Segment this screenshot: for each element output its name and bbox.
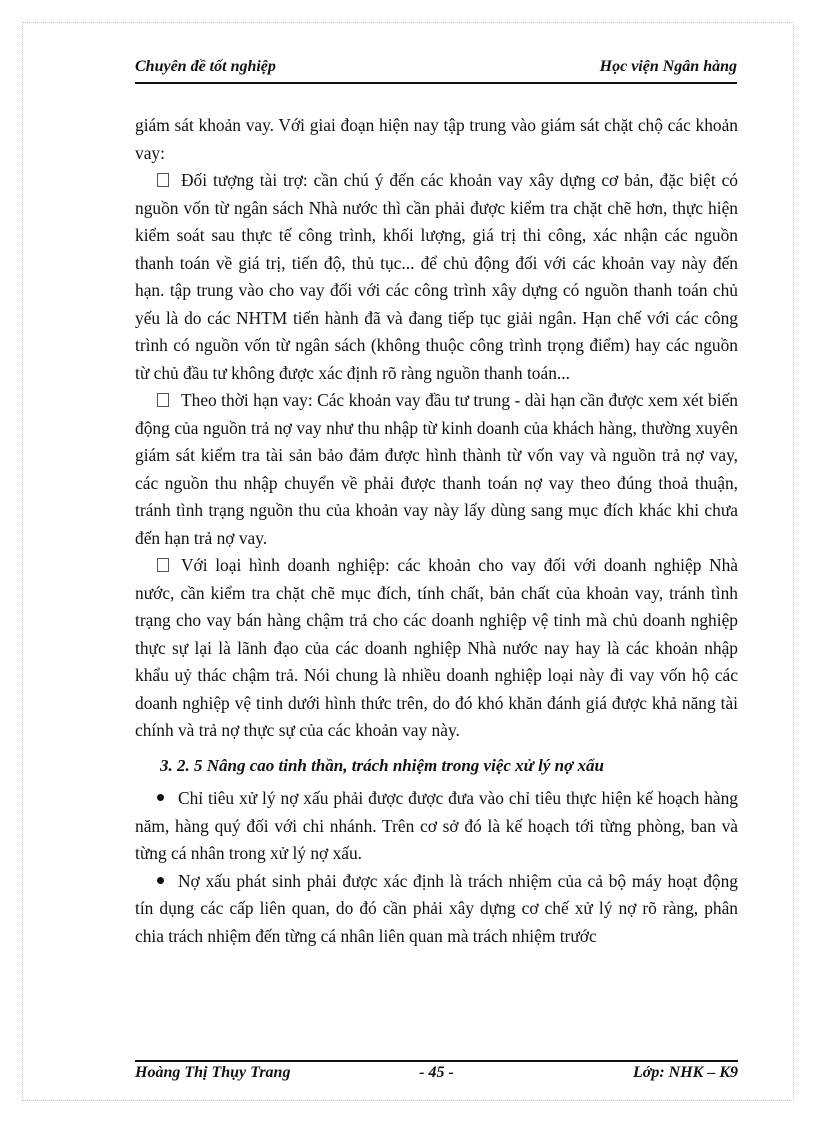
page-header (135, 58, 737, 76)
paragraph-text: Nợ xấu phát sinh phải được xác định là trách nhiệm của cả bộ máy hoạt động tín dụng các cấp liên quan, do đó cần phải xây dựng cơ chế xử lý nợ rõ ràng, phân chia trách nhiệm đến từng cá nhân liên quan mà trách nhiệm trước (135, 870, 738, 946)
paragraph-financing-object (135, 167, 738, 387)
paragraph-enterprise-type (135, 552, 738, 745)
footer-author: Hoàng Thị Thụy Trang (135, 1064, 291, 1081)
document-body (135, 112, 738, 950)
checkbox-bullet-icon (157, 173, 169, 187)
paragraph-text: Theo thời hạn vay: Các khoản vay đầu tư trung - dài hạn cần được xem xét biến động của nguồn trả nợ vay như thu nhập từ kinh doanh của khách hàng, thường xuyên giám sát kiểm tra tài sản bảo đảm được hình thành từ vốn vay và nguồn trả nợ vay, các nguồn thu nhập chuyển về phải được thanh toán nợ vay theo đúng thoả thuận, tránh tình trạng nguồn thu của khoản vay này lấy dùng sang mục đích khác khi chưa đến hạn trả nợ vay. (135, 390, 738, 548)
checkbox-bullet-icon (157, 393, 169, 407)
intro-paragraph: giám sát khoản vay. Với giai đoạn hiện nay tập trung vào giám sát chặt chộ các khoản vay: (135, 115, 738, 163)
page-number: - 45 - (419, 1064, 454, 1081)
header-right-title: Học viện Ngân hàng (599, 58, 737, 75)
paragraph-bad-debt-target (135, 785, 738, 868)
bullet-dot-icon (157, 794, 164, 801)
section-heading: 3. 2. 5 Nâng cao tinh thần, trách nhiệm trong việc xử lý nợ xấu (160, 755, 604, 775)
footer-class: Lớp: NHK – K9 (632, 1064, 738, 1081)
paragraph-text: Đối tượng tài trợ: cần chú ý đến các khoản vay xây dựng cơ bản, đặc biệt có nguồn vốn từ ngân sách Nhà nước thì cần phải được kiểm tra chặt chẽ hơn, thực hiện kiểm soát sau thực tế công trình, khối lượng, giá trị thi công, xác nhận các nguồn thanh toán về giá trị, tiến độ, thủ tục... để chủ động đối với các khoản vay này đến hạn. tập trung vào cho vay đối với các công trình xây dựng có nguồn thanh toán chủ yếu là do các NHTM tiến hành đã và đang tiếp tục giải ngân. Hạn chế với các công trình có nguồn vốn từ ngân sách (không thuộc công trình trọng điểm) hay các nguồn từ chủ đầu tư không được xác định rõ ràng nguồn thanh toán... (135, 170, 738, 383)
bullet-dot-icon (157, 877, 164, 884)
header-left-title: Chuyên đề tốt nghiệp (135, 58, 276, 75)
header-rule (135, 82, 737, 84)
paragraph-text: Chỉ tiêu xử lý nợ xấu phải được được đưa vào chỉ tiêu thực hiện kế hoạch hàng năm, hàng quý đối với chi nhánh. Trên cơ sở đó là kế hoạch tới từng phòng, ban và từng cá nhân trong xử lý nợ xấu. (135, 788, 738, 863)
paragraph-loan-term (135, 387, 738, 552)
paragraph-text: Với loại hình doanh nghiệp: các khoản cho vay đối với doanh nghiệp Nhà nước, cần kiểm tra chặt chẽ mục đích, tính chất, bản chất của khoản vay, tránh tình trạng cho vay bán hàng chậm trả cho các doanh nghiệp vệ tinh mà chủ doanh nghiệp thực sự lại là lãnh đạo của các doanh nghiệp Nhà nước nay hay là các khoản nhập khẩu uỷ thác chậm trả. Nói chung là nhiều doanh nghiệp loại này đi vay vốn hộ các doanh nghiệp vệ tinh dưới hình thức trên, do đó khó khăn đánh giá được khả năng tài chính và trả nợ thực sự của các khoản vay này. (135, 555, 738, 740)
checkbox-bullet-icon (157, 558, 169, 572)
paragraph-bad-debt-responsibility (135, 868, 738, 951)
page-footer (135, 1064, 738, 1082)
footer-rule (135, 1060, 738, 1062)
